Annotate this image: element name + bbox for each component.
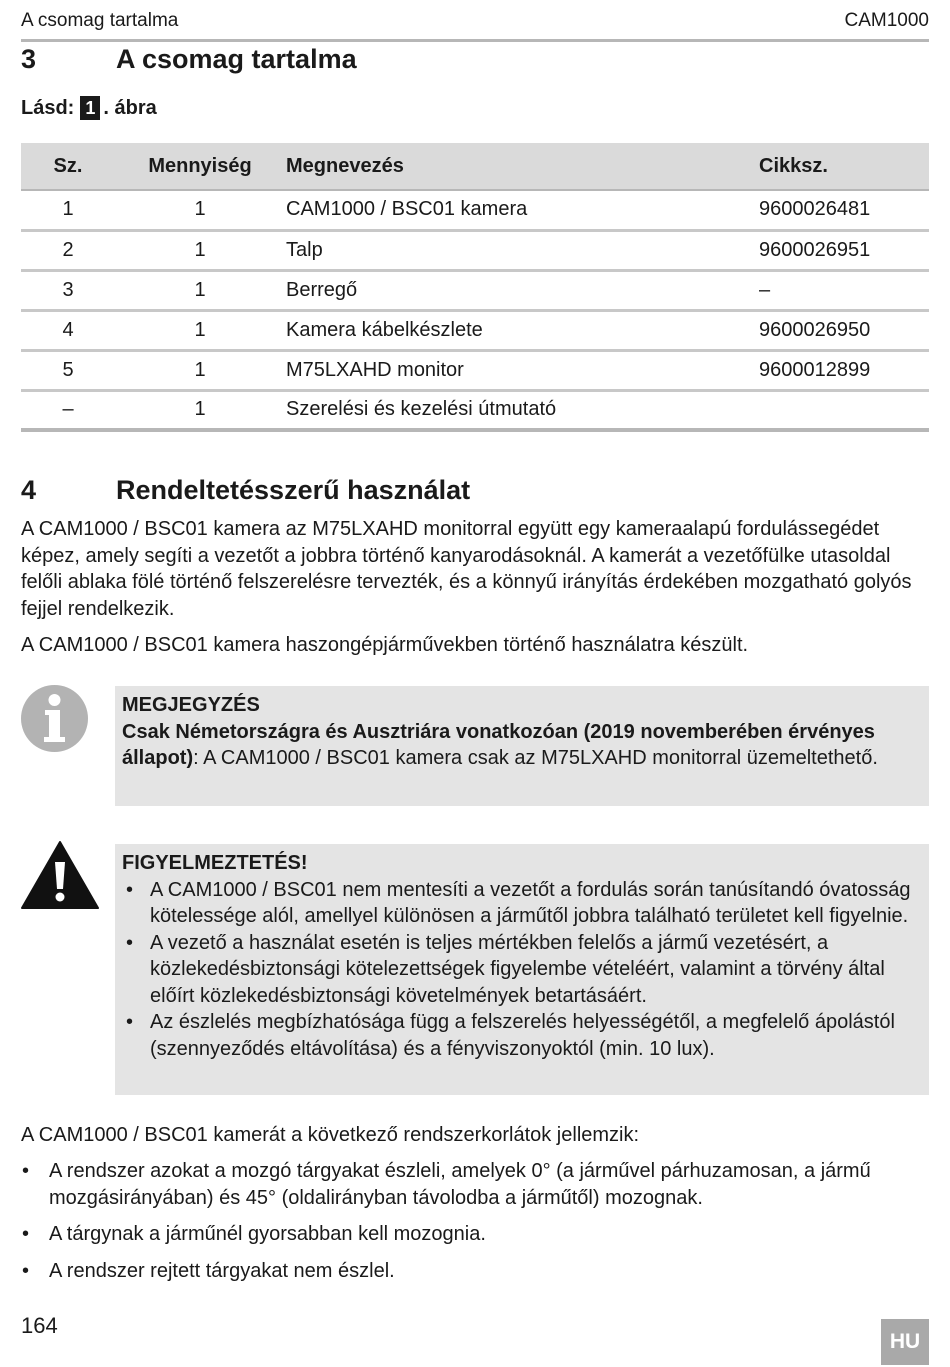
section-number: 3 bbox=[21, 44, 37, 74]
note-title: MEGJEGYZÉS bbox=[122, 694, 260, 716]
table-header-row bbox=[21, 143, 929, 190]
note-bold-text: Csak Németországra és Ausztriára vonatkozóan (2019 novemberében érvényes állapot) bbox=[122, 720, 875, 769]
cell-part: 9600012899 bbox=[759, 350, 929, 390]
table-row bbox=[21, 390, 929, 430]
column-header-name: Megnevezés bbox=[285, 143, 759, 190]
table-row bbox=[21, 270, 929, 310]
cell-qty: 1 bbox=[115, 350, 285, 390]
section-title: A csomag tartalma bbox=[116, 44, 357, 74]
list-item: • A rendszer azokat a mozgó tárgyakat észleli, amelyek 0° (a járművel párhuzamosan, a jármű mozgásirányában) és 45° (oldalirányban távolodba a járműtől) mozognak. bbox=[21, 1158, 929, 1211]
cell-qty: 1 bbox=[115, 230, 285, 270]
cell-no: 2 bbox=[21, 230, 115, 270]
cell-part: 9600026950 bbox=[759, 310, 929, 350]
table-row bbox=[21, 190, 929, 230]
table-row bbox=[21, 310, 929, 350]
section-heading-3 bbox=[21, 44, 357, 75]
figure-number-box: 1 bbox=[80, 96, 100, 120]
language-tab: HU bbox=[881, 1319, 929, 1365]
cell-part: 9600026951 bbox=[759, 230, 929, 270]
column-header-no: Sz. bbox=[21, 143, 115, 190]
cell-name: Berregő bbox=[285, 270, 759, 310]
warning-item: • A CAM1000 / BSC01 nem mentesíti a vezetőt a fordulás során tanúsítandó óvatosság kötelessége alól, amellyel különösen a járműtől jobbra található területet kell figyelnie. bbox=[122, 877, 921, 930]
cell-name: Szerelési és kezelési útmutató bbox=[285, 390, 759, 430]
cell-no: – bbox=[21, 390, 115, 430]
cell-qty: 1 bbox=[115, 310, 285, 350]
system-limits-intro: A CAM1000 / BSC01 kamerát a következő rendszerkorlátok jellemzik: bbox=[21, 1124, 640, 1146]
section-title: Rendeltetésszerű használat bbox=[116, 475, 471, 505]
section-heading-4 bbox=[21, 475, 470, 506]
column-header-qty: Mennyiség bbox=[115, 143, 285, 190]
header-model: CAM1000 bbox=[844, 10, 929, 31]
header-section-title: A csomag tartalma bbox=[21, 10, 179, 31]
package-contents-table bbox=[21, 143, 929, 432]
warning-item: • A vezető a használat esetén is teljes mértékben felelős a jármű vezetésért, a közlekedésbiztonsági kötelezettségek figyelembe vételéért, valamint a törvény által előírt közlekedésbiztonsági követelmények betartásáért. bbox=[122, 930, 921, 1010]
warning-list bbox=[122, 877, 921, 1063]
cell-name: CAM1000 / BSC01 kamera bbox=[285, 190, 759, 230]
cell-name: M75LXAHD monitor bbox=[285, 350, 759, 390]
cell-part: – bbox=[759, 270, 929, 310]
cell-name: Talp bbox=[285, 230, 759, 270]
cell-part bbox=[759, 390, 929, 430]
page-number: 164 bbox=[21, 1313, 58, 1338]
list-item: • A tárgynak a járműnél gyorsabban kell mozognia. bbox=[21, 1221, 929, 1248]
note-box bbox=[115, 686, 929, 806]
cell-no: 3 bbox=[21, 270, 115, 310]
figure-reference bbox=[21, 96, 157, 120]
warning-title: FIGYELMEZTETÉS! bbox=[122, 852, 308, 874]
info-icon bbox=[21, 685, 88, 752]
note-body bbox=[122, 719, 921, 772]
warning-box bbox=[115, 844, 929, 1095]
table-row bbox=[21, 350, 929, 390]
running-header bbox=[21, 8, 929, 42]
system-limits-list bbox=[21, 1158, 929, 1294]
cell-qty: 1 bbox=[115, 390, 285, 430]
cell-part: 9600026481 bbox=[759, 190, 929, 230]
intended-use-paragraph: A CAM1000 / BSC01 kamera az M75LXAHD monitorral együtt egy kameraalapú fordulássegédet képez, amely segíti a vezetőt a jobbra történő kanyarodásoknál. A kamerát a vezetőfülke utasoldal felőli ablaka fölé történő felszerelésre tervezték, és a könnyű irányítás érdekében mozgatható golyós fejjel rendelkezik. bbox=[21, 518, 912, 620]
list-item: • A rendszer rejtett tárgyakat nem észlel. bbox=[21, 1258, 929, 1285]
figure-reference-suffix: . ábra bbox=[103, 96, 157, 119]
column-header-part: Cikksz. bbox=[759, 143, 929, 190]
figure-reference-prefix: Lásd: bbox=[21, 96, 75, 119]
cell-no: 5 bbox=[21, 350, 115, 390]
cell-qty: 1 bbox=[115, 270, 285, 310]
section-number: 4 bbox=[21, 475, 37, 505]
warning-icon bbox=[21, 840, 99, 910]
note-text: : A CAM1000 / BSC01 kamera csak az M75LXAHD monitorral üzemeltethető. bbox=[193, 747, 878, 769]
cell-no: 4 bbox=[21, 310, 115, 350]
table-row bbox=[21, 230, 929, 270]
cell-qty: 1 bbox=[115, 190, 285, 230]
warning-item: • Az észlelés megbízhatósága függ a felszerelés helyességétől, a megfelelő ápolástól (szennyeződés eltávolítása) és a fényviszonyoktól (min. 10 lux). bbox=[122, 1009, 921, 1062]
cell-name: Kamera kábelkészlete bbox=[285, 310, 759, 350]
usage-scope-paragraph: A CAM1000 / BSC01 kamera haszongépjárművekben történő használatra készült. bbox=[21, 634, 749, 656]
cell-no: 1 bbox=[21, 190, 115, 230]
